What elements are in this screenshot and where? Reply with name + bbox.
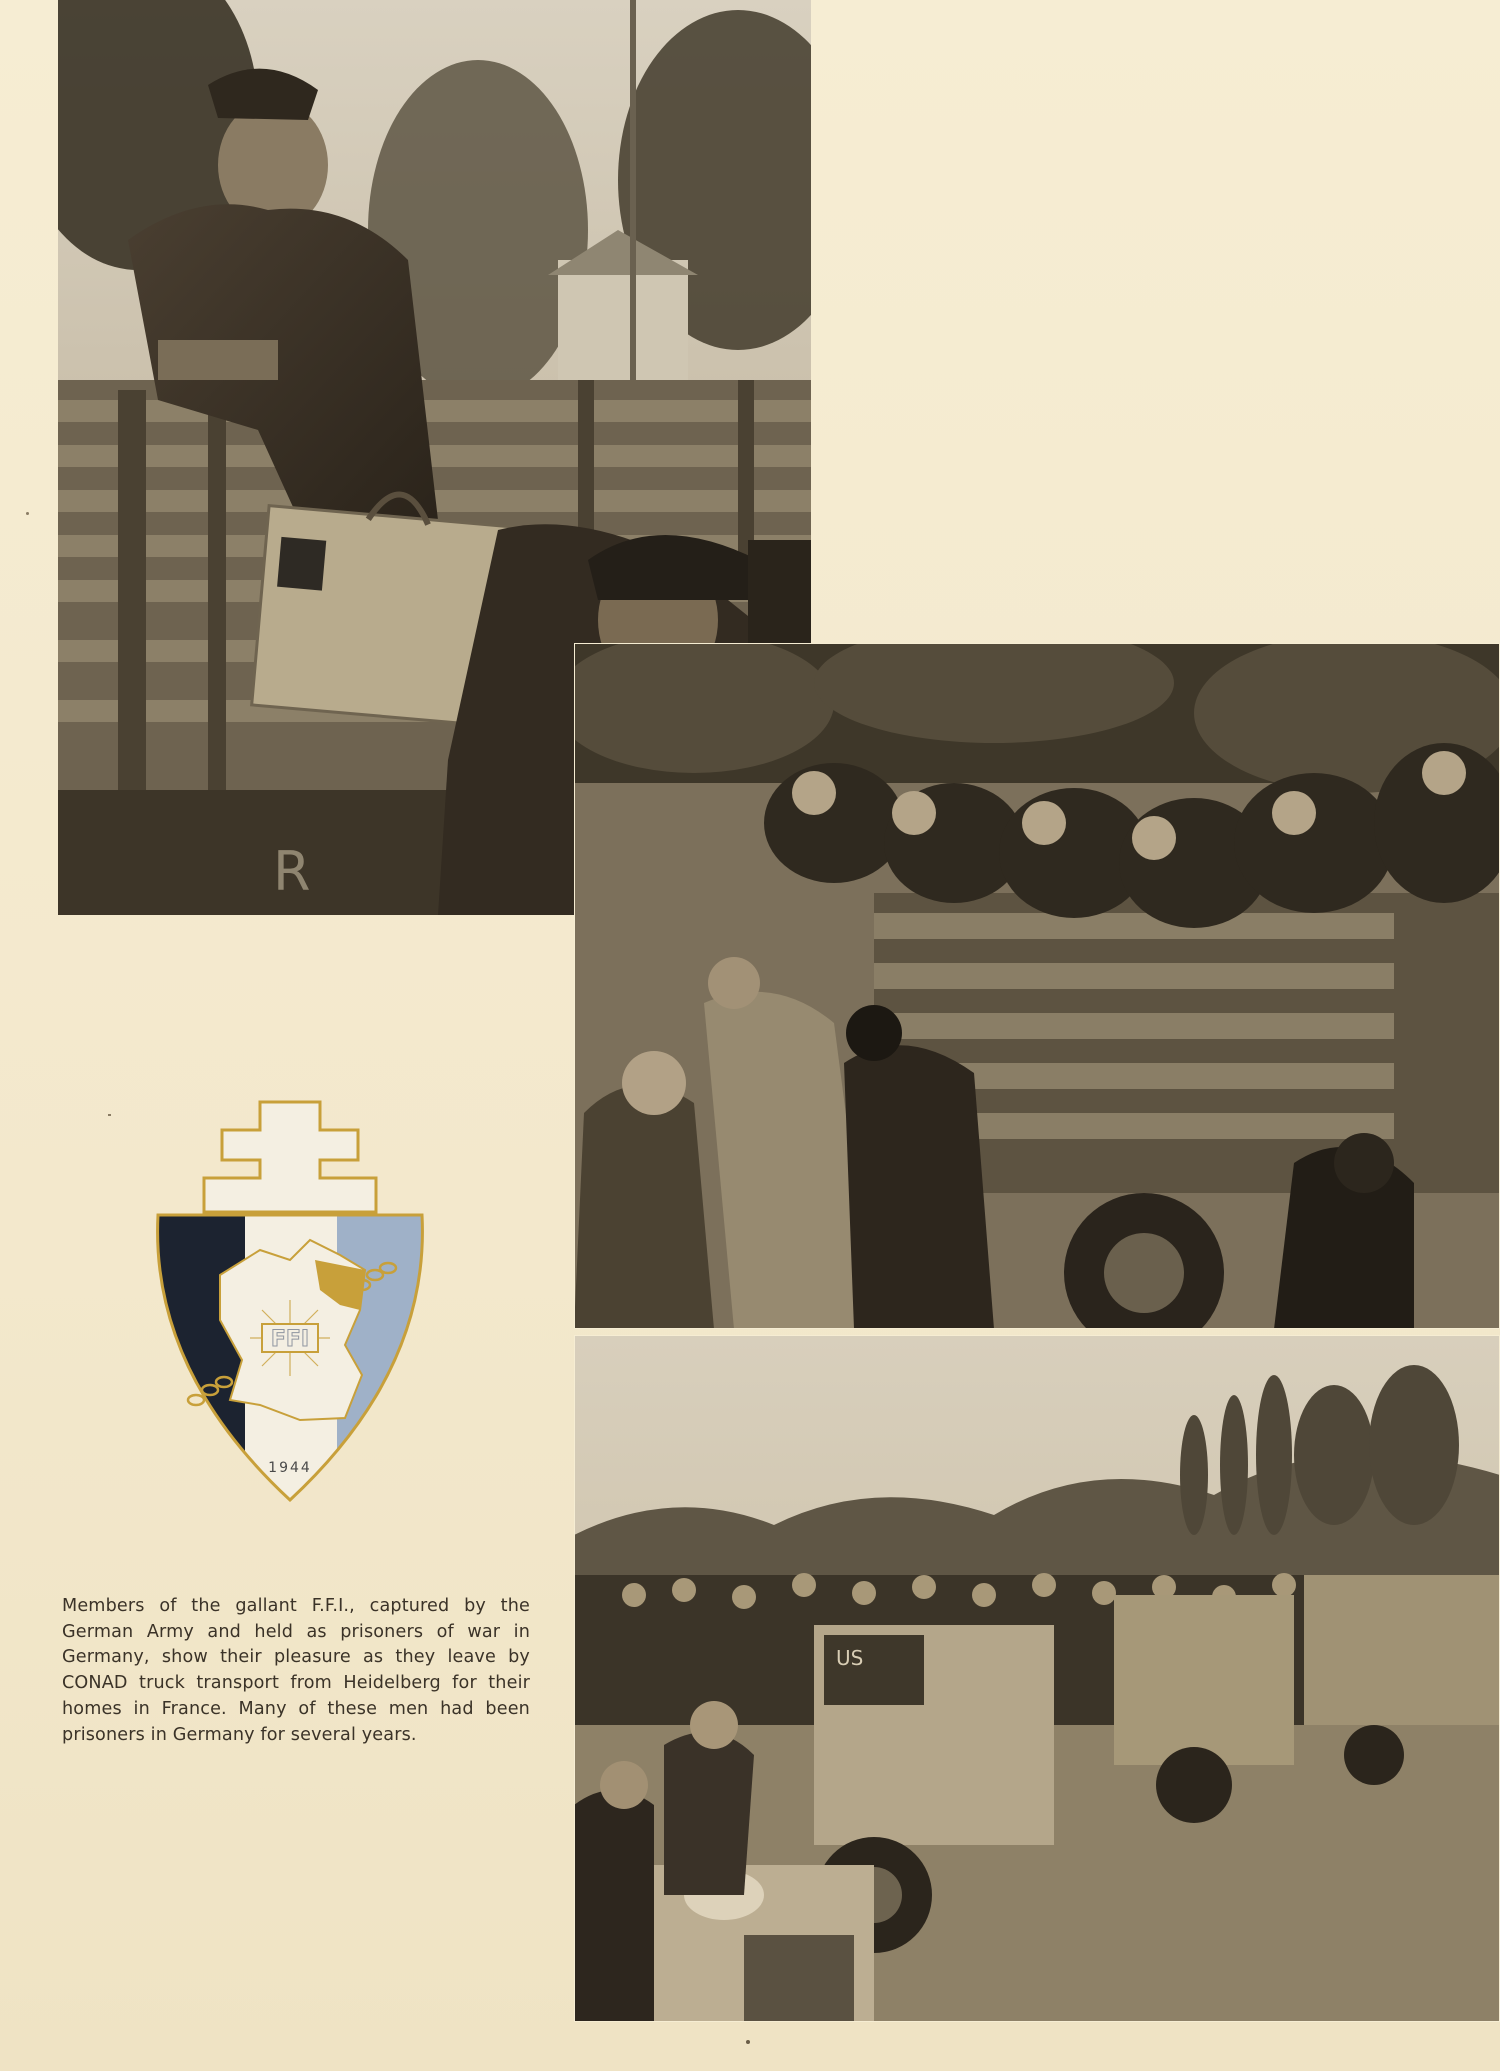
cross-of-lorraine-icon bbox=[204, 1102, 376, 1212]
photo-convoy-art bbox=[574, 1335, 1500, 2022]
print-speck bbox=[26, 512, 29, 515]
emblem-year: 1944 bbox=[268, 1460, 312, 1476]
ffi-emblem bbox=[150, 1100, 430, 1510]
print-speck bbox=[108, 1114, 111, 1116]
photo-truck-handshakes bbox=[574, 643, 1500, 1329]
photo-handshakes-art bbox=[574, 643, 1500, 1329]
truck-letter: R bbox=[273, 840, 311, 903]
emblem-label: FFI bbox=[270, 1327, 310, 1352]
vehicle-marking: US bbox=[836, 1646, 864, 1670]
print-speck bbox=[746, 2040, 750, 2044]
photo-caption: Members of the gallant F.F.I., captured by the German Army and held as prisoners of war in Germany, show their pleasure as they leave by CONAD truck transport from Heidelberg for their homes in France. Many of these men had been prisoners in Germany for several years. bbox=[62, 1596, 530, 1745]
photo-truck-convoy bbox=[574, 1335, 1500, 2022]
